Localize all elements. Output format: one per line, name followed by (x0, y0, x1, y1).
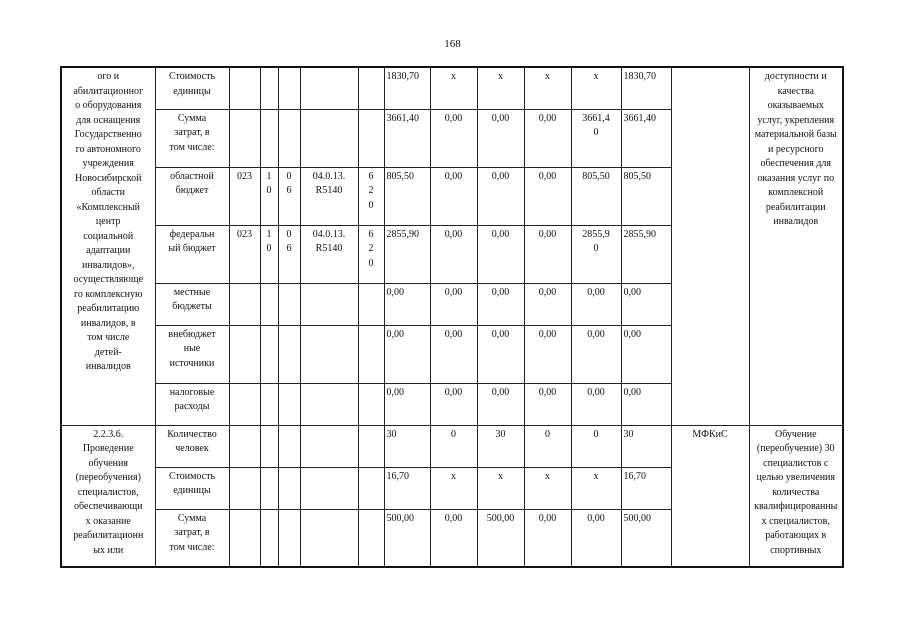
section-code-cell (260, 325, 278, 383)
section-code-cell (260, 109, 278, 167)
year1-value-cell: 0,00 (430, 109, 477, 167)
subsection-code-cell (278, 509, 300, 567)
year3-value-cell: 0,00 (524, 167, 571, 225)
year3-value-cell: х (524, 467, 571, 509)
year5-value-cell: 0,00 (621, 325, 671, 383)
section-code-cell (260, 425, 278, 467)
executor-cell: МФКиС (671, 425, 749, 567)
year4-value-cell: 0,00 (571, 509, 621, 567)
expense-type-cell (358, 425, 384, 467)
indicator-cell: федеральн ый бюджет (155, 225, 229, 283)
subsection-code-cell (278, 425, 300, 467)
year5-value-cell: 3661,40 (621, 109, 671, 167)
section-code-cell: 1 0 (260, 167, 278, 225)
grbs-code-cell (229, 383, 260, 425)
section-code-cell: 1 0 (260, 225, 278, 283)
year4-value-cell: 805,50 (571, 167, 621, 225)
subsection-code-cell (278, 467, 300, 509)
page-number: 168 (444, 38, 461, 50)
year5-value-cell: 1830,70 (621, 67, 671, 109)
indicator-cell: областной бюджет (155, 167, 229, 225)
grbs-code-cell (229, 509, 260, 567)
grbs-code-cell (229, 109, 260, 167)
year4-value-cell: х (571, 67, 621, 109)
target-article-cell (300, 109, 358, 167)
expected-result-cell: доступности и качества оказываемых услуг, укрепления материальной базы и ресурсного обеспечения для оказания услуг по комплексной реабилитации инвалидов (749, 67, 843, 425)
grbs-code-cell (229, 467, 260, 509)
expense-type-cell: 6 2 0 (358, 225, 384, 283)
year1-value-cell: х (430, 467, 477, 509)
year5-value-cell: 16,70 (621, 467, 671, 509)
year1-value-cell: 0,00 (430, 167, 477, 225)
table-row (61, 425, 843, 467)
subsection-code-cell: 0 6 (278, 225, 300, 283)
indicator-cell: Сумма затрат, в том числе: (155, 509, 229, 567)
year4-value-cell: 0,00 (571, 325, 621, 383)
year5-value-cell: 0,00 (621, 383, 671, 425)
year3-value-cell: 0,00 (524, 109, 571, 167)
indicator-cell: местные бюджеты (155, 283, 229, 325)
year5-value-cell: 805,50 (621, 167, 671, 225)
year3-value-cell: 0,00 (524, 283, 571, 325)
total-amount-cell: 0,00 (384, 283, 430, 325)
target-article-cell (300, 509, 358, 567)
grbs-code-cell: 023 (229, 167, 260, 225)
target-article-cell (300, 283, 358, 325)
target-article-cell: 04.0.13. R5140 (300, 167, 358, 225)
grbs-code-cell: 023 (229, 225, 260, 283)
activity-name-cell: 2.2.3.6. Проведение обучения (переобучения) специалистов, обеспечивающи х оказание реабилитационн ых или (61, 425, 155, 567)
year2-value-cell: 0,00 (477, 167, 524, 225)
year2-value-cell: х (477, 467, 524, 509)
expense-type-cell (358, 67, 384, 109)
target-article-cell (300, 467, 358, 509)
year5-value-cell: 0,00 (621, 283, 671, 325)
expense-type-cell (358, 109, 384, 167)
section-code-cell (260, 467, 278, 509)
target-article-cell (300, 325, 358, 383)
year2-value-cell: 0,00 (477, 283, 524, 325)
section-code-cell (260, 509, 278, 567)
year1-value-cell: 0,00 (430, 325, 477, 383)
year1-value-cell: 0,00 (430, 509, 477, 567)
total-amount-cell: 0,00 (384, 325, 430, 383)
expense-type-cell (358, 383, 384, 425)
activity-name-cell: ого и абилитационног о оборудования для оснащения Государственно го автономного учреждения Новосибирской области «Комплексный центр социальной адаптации инвалидов», осуществляюще го комплексную реабилитацию инвалидов, в том числе детей- инвалидов (61, 67, 155, 425)
section-code-cell (260, 383, 278, 425)
program-table (60, 66, 844, 568)
year4-value-cell: 0 (571, 425, 621, 467)
expense-type-cell (358, 509, 384, 567)
year3-value-cell: 0 (524, 425, 571, 467)
subsection-code-cell (278, 325, 300, 383)
year3-value-cell: х (524, 67, 571, 109)
expense-type-cell (358, 325, 384, 383)
target-article-cell (300, 67, 358, 109)
year4-value-cell: 3661,4 0 (571, 109, 621, 167)
indicator-cell: налоговые расходы (155, 383, 229, 425)
year4-value-cell: 0,00 (571, 283, 621, 325)
subsection-code-cell (278, 67, 300, 109)
total-amount-cell: 30 (384, 425, 430, 467)
section-code-cell (260, 67, 278, 109)
year3-value-cell: 0,00 (524, 225, 571, 283)
year5-value-cell: 30 (621, 425, 671, 467)
year2-value-cell: 0,00 (477, 383, 524, 425)
subsection-code-cell: 0 6 (278, 167, 300, 225)
year2-value-cell: 30 (477, 425, 524, 467)
year4-value-cell: х (571, 467, 621, 509)
total-amount-cell: 805,50 (384, 167, 430, 225)
year3-value-cell: 0,00 (524, 509, 571, 567)
year2-value-cell: 500,00 (477, 509, 524, 567)
grbs-code-cell (229, 67, 260, 109)
year4-value-cell: 0,00 (571, 383, 621, 425)
year1-value-cell: х (430, 67, 477, 109)
year5-value-cell: 500,00 (621, 509, 671, 567)
year3-value-cell: 0,00 (524, 325, 571, 383)
year2-value-cell: 0,00 (477, 225, 524, 283)
year2-value-cell: х (477, 67, 524, 109)
expense-type-cell (358, 283, 384, 325)
expected-result-cell: Обучение (переобучение) 30 специалистов с целью увеличения количества квалифицированны х специалистов, работающих в спортивных (749, 425, 843, 567)
target-article-cell (300, 425, 358, 467)
year1-value-cell: 0 (430, 425, 477, 467)
year4-value-cell: 2855,9 0 (571, 225, 621, 283)
expense-type-cell: 6 2 0 (358, 167, 384, 225)
total-amount-cell: 1830,70 (384, 67, 430, 109)
year1-value-cell: 0,00 (430, 383, 477, 425)
subsection-code-cell (278, 109, 300, 167)
total-amount-cell: 0,00 (384, 383, 430, 425)
subsection-code-cell (278, 383, 300, 425)
grbs-code-cell (229, 425, 260, 467)
expense-type-cell (358, 467, 384, 509)
year3-value-cell: 0,00 (524, 383, 571, 425)
indicator-cell: Количество человек (155, 425, 229, 467)
table-row (61, 67, 843, 109)
year2-value-cell: 0,00 (477, 325, 524, 383)
section-code-cell (260, 283, 278, 325)
indicator-cell: Стоимость единицы (155, 67, 229, 109)
total-amount-cell: 16,70 (384, 467, 430, 509)
total-amount-cell: 2855,90 (384, 225, 430, 283)
year1-value-cell: 0,00 (430, 283, 477, 325)
total-amount-cell: 500,00 (384, 509, 430, 567)
year5-value-cell: 2855,90 (621, 225, 671, 283)
target-article-cell (300, 383, 358, 425)
indicator-cell: Стоимость единицы (155, 467, 229, 509)
executor-cell (671, 67, 749, 425)
indicator-cell: внебюджет ные источники (155, 325, 229, 383)
grbs-code-cell (229, 283, 260, 325)
year1-value-cell: 0,00 (430, 225, 477, 283)
total-amount-cell: 3661,40 (384, 109, 430, 167)
indicator-cell: Сумма затрат, в том числе: (155, 109, 229, 167)
grbs-code-cell (229, 325, 260, 383)
year2-value-cell: 0,00 (477, 109, 524, 167)
subsection-code-cell (278, 283, 300, 325)
target-article-cell: 04.0.13. R5140 (300, 225, 358, 283)
